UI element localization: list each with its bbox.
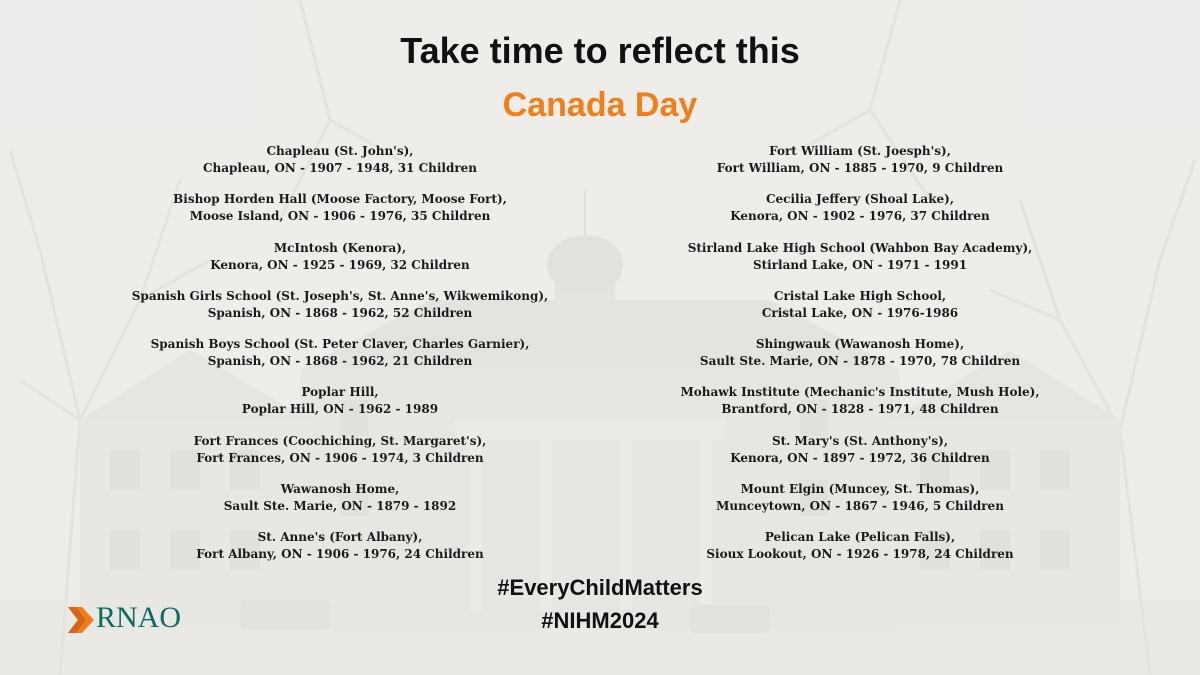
school-details: Fort Albany, ON - 1906 - 1976, 24 Children [196, 547, 484, 562]
school-entry [580, 288, 1140, 336]
page-subtitle: Canada Day [502, 86, 698, 124]
school-details: Fort Frances, ON - 1906 - 1974, 3 Children [196, 450, 484, 465]
school-entry [580, 240, 1140, 288]
school-details: Brantford, ON - 1828 - 1971, 48 Children [721, 402, 999, 417]
school-entry [580, 433, 1140, 481]
school-name: Fort Frances (Coochiching, St. Margaret's), [193, 433, 487, 448]
school-entry [580, 143, 1140, 191]
school-details: Kenora, ON - 1897 - 1972, 36 Children [730, 450, 990, 465]
school-name: Chapleau (St. John's), [266, 144, 414, 158]
school-entry [60, 384, 620, 432]
school-details: Munceytown, ON - 1867 - 1946, 5 Children [716, 499, 1004, 514]
school-name: Bishop Horden Hall (Moose Factory, Moose Fort), [173, 192, 507, 207]
school-entry [60, 481, 620, 529]
school-details: Poplar Hill, ON - 1962 - 1989 [241, 402, 439, 417]
school-name: St. Mary's (St. Anthony's), [771, 433, 949, 448]
school-details: Kenora, ON - 1902 - 1976, 37 Children [730, 209, 990, 224]
school-name: St. Anne's (Fort Albany), [257, 530, 423, 545]
school-name: Spanish Girls School (St. Joseph's, St. Anne's, Wikwemikong), [131, 288, 549, 303]
school-details: Sioux Lookout, ON - 1926 - 1978, 24 Children [706, 547, 1014, 562]
school-details: Spanish, ON - 1868 - 1962, 52 Children [207, 305, 473, 320]
school-details: Chapleau, ON - 1907 - 1948, 31 Children [202, 161, 478, 175]
schools-list-left [60, 143, 620, 578]
school-entry [60, 336, 620, 384]
school-name: Fort William (St. Joesph's), [769, 144, 951, 158]
school-entry [580, 336, 1140, 384]
rnao-logo-mark-icon [66, 603, 96, 637]
hashtag-every-child-matters: #EveryChildMatters [497, 575, 703, 600]
school-name: Spanish Boys School (St. Peter Claver, Charles Garnier), [150, 337, 530, 352]
school-details: Fort William, ON - 1885 - 1970, 9 Children [716, 161, 1004, 175]
hashtag-nihm2024: #NIHM2024 [541, 608, 659, 633]
school-entry [60, 433, 620, 481]
school-details: Kenora, ON - 1925 - 1969, 32 Children [210, 257, 470, 272]
school-entry [60, 240, 620, 288]
school-name: Wawanosh Home, [280, 482, 400, 497]
school-entry [60, 143, 620, 191]
school-entry [60, 288, 620, 336]
school-name: Poplar Hill, [301, 385, 379, 400]
school-name: Mohawk Institute (Mechanic's Institute, Mush Hole), [680, 385, 1040, 400]
school-entry [580, 481, 1140, 529]
school-entry [60, 191, 620, 239]
school-details: Spanish, ON - 1868 - 1962, 21 Children [207, 354, 473, 369]
school-name: Stirland Lake High School (Wahbon Bay Academy), [687, 240, 1033, 255]
school-details: Moose Island, ON - 1906 - 1976, 35 Children [189, 209, 491, 224]
school-name: Pelican Lake (Pelican Falls), [764, 530, 956, 545]
schools-list-right [580, 143, 1140, 578]
school-name: Mount Elgin (Muncey, St. Thomas), [740, 482, 980, 497]
school-details: Sault Ste. Marie, ON - 1879 - 1892 [223, 499, 457, 514]
school-name: Cristal Lake High School, [773, 288, 947, 303]
school-name: Shingwauk (Wawanosh Home), [755, 337, 965, 352]
rnao-logo-text: RNAO [96, 601, 182, 634]
school-entry [60, 529, 620, 577]
school-entry [580, 191, 1140, 239]
school-details: Sault Ste. Marie, ON - 1878 - 1970, 78 Children [699, 354, 1021, 369]
school-entry [580, 529, 1140, 577]
school-entry [580, 384, 1140, 432]
school-name: Cecilia Jeffery (Shoal Lake), [766, 192, 954, 207]
school-details: Cristal Lake, ON - 1976-1986 [761, 305, 959, 320]
school-details: Stirland Lake, ON - 1971 - 1991 [752, 257, 968, 272]
page-title: Take time to reflect this [400, 30, 800, 71]
school-name: McIntosh (Kenora), [273, 240, 407, 255]
